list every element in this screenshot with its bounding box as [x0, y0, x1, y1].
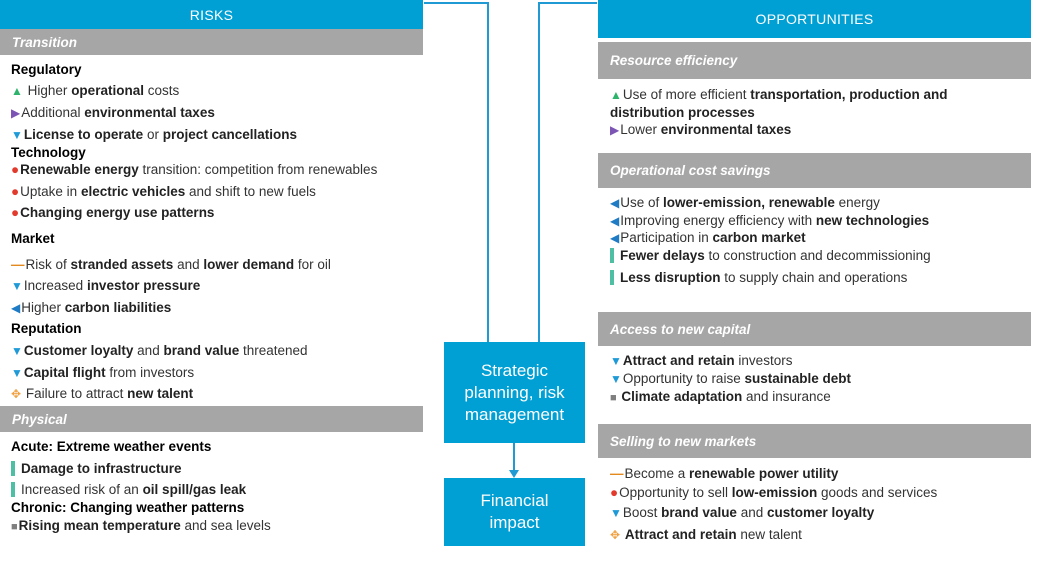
triangle-up-icon: ▲ [11, 84, 23, 98]
reputation-heading: Reputation [11, 321, 82, 336]
strategic-planning-box: Strategic planning, risk management [444, 342, 585, 443]
triangle-down-icon: ▼ [11, 366, 23, 380]
list-item: ▶Additional environmental taxes [11, 105, 215, 120]
red-dot-icon: ● [11, 205, 20, 220]
list-item: ▼Attract and retain investors [610, 353, 793, 368]
operational-cost-subheader: Operational cost savings [598, 153, 1031, 188]
market-heading: Market [11, 231, 55, 246]
triangle-down-icon: ▼ [11, 128, 23, 142]
acute-heading: Acute: Extreme weather events [11, 439, 212, 454]
green-bar-icon [11, 482, 15, 497]
list-item: ▼Increased investor pressure [11, 278, 201, 293]
orange-diamond-icon: ✥ [11, 387, 22, 401]
triangle-down-icon: ▼ [610, 506, 622, 520]
triangle-left-icon: ◀ [610, 196, 620, 210]
triangle-left-icon: ◀ [11, 301, 21, 315]
technology-heading: Technology [11, 145, 86, 160]
triangle-left-icon: ◀ [610, 231, 620, 245]
list-item: ▼Opportunity to raise sustainable debt [610, 371, 851, 386]
green-bar-icon [11, 461, 15, 476]
triangle-right-icon: ▶ [11, 106, 21, 120]
list-item: Fewer delays to construction and decommissioning [610, 247, 931, 264]
list-item: ●Uptake in electric vehicles and shift to new fuels [11, 184, 316, 199]
grey-square-icon: ■ [11, 521, 18, 533]
list-item: ◀Use of lower-emission, renewable energy [610, 195, 880, 210]
red-dot-icon: ● [11, 184, 20, 199]
list-item: ■ Climate adaptation and insurance [610, 388, 831, 407]
list-item: ●Renewable energy transition: competition from renewables [11, 162, 378, 177]
green-bar-icon [610, 270, 614, 285]
list-item: ◀Higher carbon liabilities [11, 300, 172, 315]
green-bar-icon [610, 248, 614, 263]
triangle-down-icon: ▼ [610, 372, 622, 386]
new-markets-subheader: Selling to new markets [598, 424, 1031, 458]
financial-impact-box: Financial impact [444, 478, 585, 546]
orange-dash-icon: — [11, 257, 25, 272]
triangle-up-icon: ▲ [610, 88, 622, 102]
list-item: ●Changing energy use patterns [11, 205, 215, 220]
list-item: ▶Lower environmental taxes [610, 122, 792, 137]
list-item: ▼License to operate or project cancellations [11, 127, 297, 142]
list-item: ◀Improving energy efficiency with new technologies [610, 213, 930, 228]
list-item: ◀Participation in carbon market [610, 230, 806, 245]
risks-header: RISKS [0, 0, 423, 29]
grey-square-icon: ■ [610, 392, 617, 404]
red-dot-icon: ● [610, 485, 619, 500]
list-item: ▼Customer loyalty and brand value threatened [11, 343, 308, 358]
list-item: ▲Use of more efficient transportation, production and [610, 87, 948, 102]
physical-subheader: Physical [0, 406, 423, 432]
chronic-heading: Chronic: Changing weather patterns [11, 500, 245, 515]
orange-diamond-icon: ✥ [610, 528, 621, 542]
list-item: Damage to infrastructure [11, 460, 182, 477]
transition-subheader: Transition [0, 29, 423, 55]
triangle-down-icon: ▼ [610, 354, 622, 368]
list-item: ✥ Attract and retain new talent [610, 527, 802, 542]
list-item: —Become a renewable power utility [610, 466, 839, 481]
list-item: ▼Boost brand value and customer loyalty [610, 505, 875, 520]
triangle-down-icon: ▼ [11, 344, 23, 358]
opportunities-header: OPPORTUNITIES [598, 0, 1031, 38]
list-item: ●Opportunity to sell low-emission goods and services [610, 485, 938, 500]
triangle-down-icon: ▼ [11, 279, 23, 293]
access-capital-subheader: Access to new capital [598, 312, 1031, 346]
triangle-left-icon: ◀ [610, 214, 620, 228]
list-item: —Risk of stranded assets and lower demand for oil [11, 257, 331, 272]
list-item: ▲ Higher operational costs [11, 83, 180, 98]
list-item: distribution processes [610, 105, 755, 120]
red-dot-icon: ● [11, 162, 20, 177]
list-item: Less disruption to supply chain and operations [610, 269, 907, 286]
regulatory-heading: Regulatory [11, 62, 82, 77]
list-item: ✥ Failure to attract new talent [11, 386, 194, 401]
orange-dash-icon: — [610, 466, 624, 481]
list-item: Increased risk of an oil spill/gas leak [11, 481, 246, 498]
resource-efficiency-subheader: Resource efficiency [598, 42, 1031, 79]
list-item: ▼Capital flight from investors [11, 365, 195, 380]
list-item: ■Rising mean temperature and sea levels [11, 517, 271, 536]
triangle-right-icon: ▶ [610, 123, 620, 137]
